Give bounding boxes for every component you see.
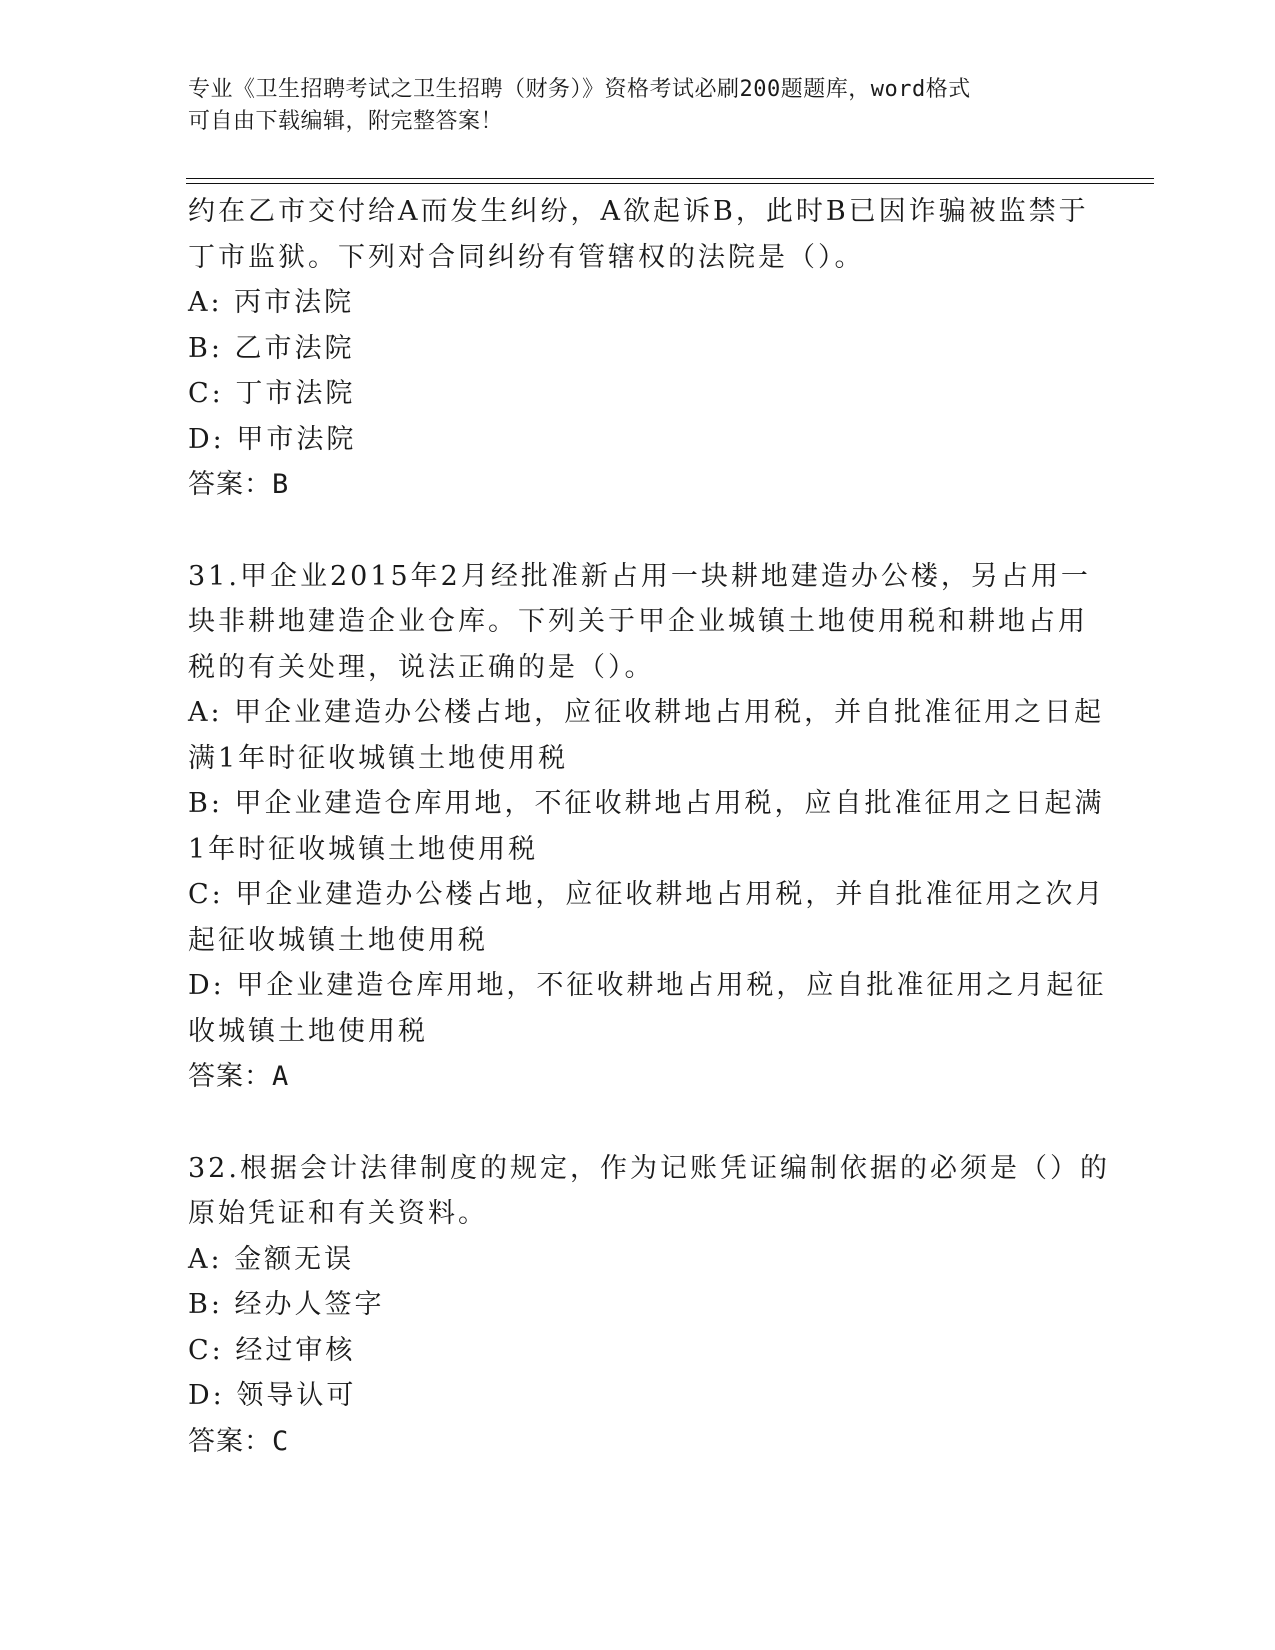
answer-label: 答案： xyxy=(188,1061,272,1092)
question-31-option-c: C: 甲企业建造办公楼占地，应征收耕地占用税，并自批准征用之次月 xyxy=(188,879,1106,910)
question-32 xyxy=(188,1146,1110,1465)
question-content xyxy=(188,189,1110,1464)
question-32-option-c: C: 经过审核 xyxy=(188,1334,356,1366)
question-31-text-line: 块非耕地建造企业仓库。下列关于甲企业城镇土地使用税和耕地占用 xyxy=(188,606,1088,637)
question-30-option-c: C: 丁市法院 xyxy=(188,378,356,409)
question-30-answer xyxy=(188,462,1078,508)
question-32-option-a: A: 金额无误 xyxy=(188,1243,355,1275)
question-31-text-line: 税的有关处理，说法正确的是（）。 xyxy=(188,651,655,683)
answer-value: A xyxy=(272,1061,290,1092)
question-31 xyxy=(188,554,1107,1100)
question-32-text-line: 原始凭证和有关资料。 xyxy=(188,1198,488,1229)
question-31-option-a: A: 甲企业建造办公楼占地，应征收耕地占用税，并自批准征用之日起 xyxy=(188,697,1105,728)
answer-value: B xyxy=(272,469,290,500)
spacer xyxy=(188,508,1078,554)
answer-label: 答案： xyxy=(188,1425,272,1457)
question-30 xyxy=(188,189,1089,508)
question-32-option-b: B: 经办人签字 xyxy=(188,1289,385,1320)
header-divider-bottom xyxy=(186,183,1154,184)
question-31-text-line: 31.甲企业2015年2月经批准新占用一块耕地建造办公楼，另占用一 xyxy=(188,560,1091,592)
question-32-text-line: 32.根据会计法律制度的规定，作为记账凭证编制依据的必须是（）的 xyxy=(188,1152,1110,1184)
answer-label: 答案： xyxy=(188,469,272,500)
question-31-option-b: B: 甲企业建造仓库用地，不征收耕地占用税，应自批准征用之日起满 xyxy=(188,788,1105,819)
question-32-option-d: D: 领导认可 xyxy=(188,1380,357,1411)
question-30-option-a: A: 丙市法院 xyxy=(188,287,355,318)
spacer xyxy=(188,1100,1078,1146)
question-30-text-line: 约在乙市交付给A而发生纠纷，A欲起诉B，此时B已因诈骗被监禁于 xyxy=(188,196,1089,227)
answer-value: C xyxy=(272,1425,290,1457)
question-31-option-b-cont: 1年时征收城镇土地使用税 xyxy=(188,833,539,865)
header-divider-top xyxy=(186,178,1154,179)
question-31-option-a-cont: 满1年时征收城镇土地使用税 xyxy=(188,742,569,774)
question-31-option-c-cont: 起征收城镇土地使用税 xyxy=(188,924,488,956)
question-31-answer xyxy=(188,1054,1078,1100)
question-31-option-d: D: 甲企业建造仓库用地，不征收耕地占用税，应自批准征用之月起征 xyxy=(188,970,1107,1001)
question-30-option-b: B: 乙市法院 xyxy=(188,332,355,364)
header-title-line-1: 专业《卫生招聘考试之卫生招聘（财务）》资格考试必刷200题题库，word格式 xyxy=(188,77,971,102)
question-31-option-d-cont: 收城镇土地使用税 xyxy=(188,1015,428,1047)
question-30-option-d: D: 甲市法院 xyxy=(188,423,357,455)
question-30-text-line: 丁市监狱。下列对合同纠纷有管辖权的法院是（）。 xyxy=(188,241,865,273)
header-title-line-2: 可自由下载编辑，附完整答案！ xyxy=(188,109,504,134)
question-32-answer xyxy=(188,1419,1078,1465)
document-header xyxy=(188,74,1068,138)
